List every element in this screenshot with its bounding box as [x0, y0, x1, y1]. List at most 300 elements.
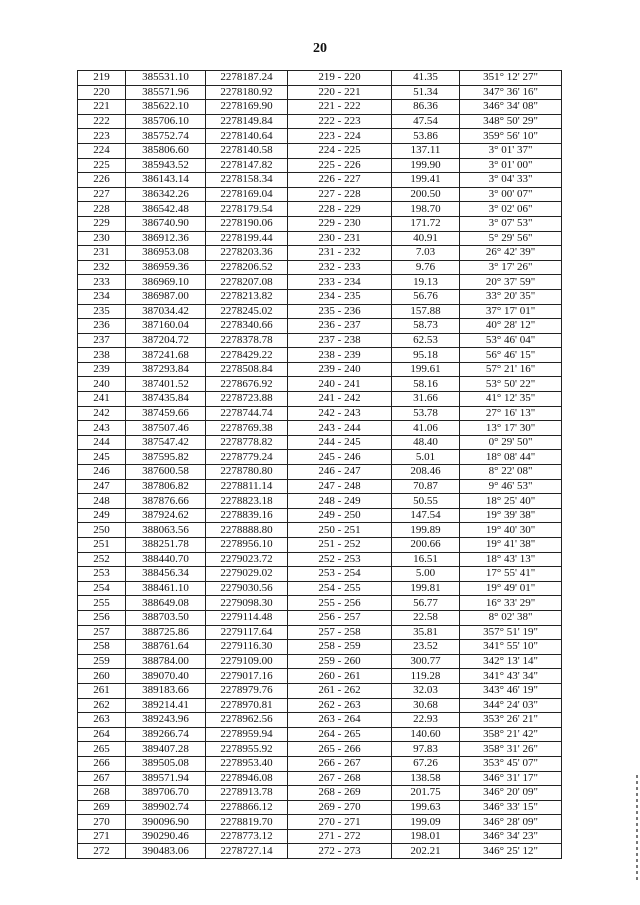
y-coordinate-cell: 2278169.90 [206, 100, 288, 115]
distance-cell: 95.18 [392, 348, 460, 363]
table-row [78, 173, 562, 188]
distance-cell: 157.88 [392, 304, 460, 319]
x-coordinate-cell: 386953.08 [126, 246, 206, 261]
point-number-cell: 226 [78, 173, 126, 188]
table-row [78, 246, 562, 261]
segment-cell: 226 - 227 [288, 173, 392, 188]
point-number-cell: 227 [78, 187, 126, 202]
x-coordinate-cell: 386969.10 [126, 275, 206, 290]
bearing-cell: 346° 25' 12" [460, 844, 562, 859]
distance-cell: 32.03 [392, 683, 460, 698]
segment-cell: 267 - 268 [288, 771, 392, 786]
point-number-cell: 247 [78, 479, 126, 494]
table-row [78, 362, 562, 377]
bearing-cell: 344° 24' 03" [460, 698, 562, 713]
point-number-cell: 271 [78, 829, 126, 844]
x-coordinate-cell: 388761.64 [126, 640, 206, 655]
point-number-cell: 244 [78, 435, 126, 450]
segment-cell: 238 - 239 [288, 348, 392, 363]
point-number-cell: 270 [78, 815, 126, 830]
distance-cell: 47.54 [392, 114, 460, 129]
coordinates-table-body [78, 71, 562, 859]
x-coordinate-cell: 387241.68 [126, 348, 206, 363]
distance-cell: 53.78 [392, 406, 460, 421]
y-coordinate-cell: 2278962.56 [206, 713, 288, 728]
x-coordinate-cell: 389243.96 [126, 713, 206, 728]
distance-cell: 22.58 [392, 610, 460, 625]
bearing-cell: 357° 51' 19" [460, 625, 562, 640]
table-row [78, 304, 562, 319]
bearing-cell: 341° 43' 34" [460, 669, 562, 684]
distance-cell: 30.68 [392, 698, 460, 713]
y-coordinate-cell: 2278913.78 [206, 786, 288, 801]
point-number-cell: 264 [78, 727, 126, 742]
point-number-cell: 272 [78, 844, 126, 859]
bearing-cell: 359° 56' 10" [460, 129, 562, 144]
x-coordinate-cell: 389902.74 [126, 800, 206, 815]
segment-cell: 256 - 257 [288, 610, 392, 625]
x-coordinate-cell: 389214.41 [126, 698, 206, 713]
x-coordinate-cell: 385571.96 [126, 85, 206, 100]
point-number-cell: 225 [78, 158, 126, 173]
distance-cell: 51.34 [392, 85, 460, 100]
point-number-cell: 231 [78, 246, 126, 261]
y-coordinate-cell: 2278866.12 [206, 800, 288, 815]
table-row [78, 567, 562, 582]
bearing-cell: 9° 46' 53" [460, 479, 562, 494]
bearing-cell: 341° 55' 10" [460, 640, 562, 655]
bearing-cell: 16° 33' 29" [460, 596, 562, 611]
table-row [78, 406, 562, 421]
table-row [78, 713, 562, 728]
distance-cell: 199.89 [392, 523, 460, 538]
segment-cell: 270 - 271 [288, 815, 392, 830]
x-coordinate-cell: 389407.28 [126, 742, 206, 757]
bearing-cell: 3° 07' 53" [460, 216, 562, 231]
table-row [78, 610, 562, 625]
y-coordinate-cell: 2278819.70 [206, 815, 288, 830]
y-coordinate-cell: 2279017.16 [206, 669, 288, 684]
table-row [78, 596, 562, 611]
distance-cell: 300.77 [392, 654, 460, 669]
point-number-cell: 243 [78, 421, 126, 436]
x-coordinate-cell: 387924.62 [126, 508, 206, 523]
y-coordinate-cell: 2278953.40 [206, 756, 288, 771]
y-coordinate-cell: 2278207.08 [206, 275, 288, 290]
distance-cell: 97.83 [392, 742, 460, 757]
segment-cell: 260 - 261 [288, 669, 392, 684]
table-row [78, 158, 562, 173]
x-coordinate-cell: 388784.00 [126, 654, 206, 669]
y-coordinate-cell: 2278147.82 [206, 158, 288, 173]
x-coordinate-cell: 387435.84 [126, 392, 206, 407]
distance-cell: 58.73 [392, 319, 460, 334]
point-number-cell: 259 [78, 654, 126, 669]
y-coordinate-cell: 2278780.80 [206, 465, 288, 480]
x-coordinate-cell: 387876.66 [126, 494, 206, 509]
point-number-cell: 223 [78, 129, 126, 144]
x-coordinate-cell: 389706.70 [126, 786, 206, 801]
table-row [78, 494, 562, 509]
bearing-cell: 346° 31' 17" [460, 771, 562, 786]
x-coordinate-cell: 385531.10 [126, 71, 206, 86]
distance-cell: 35.81 [392, 625, 460, 640]
x-coordinate-cell: 386959.36 [126, 260, 206, 275]
x-coordinate-cell: 386342.26 [126, 187, 206, 202]
segment-cell: 240 - 241 [288, 377, 392, 392]
distance-cell: 138.58 [392, 771, 460, 786]
segment-cell: 237 - 238 [288, 333, 392, 348]
table-row [78, 538, 562, 553]
segment-cell: 255 - 256 [288, 596, 392, 611]
table-row [78, 319, 562, 334]
table-row [78, 844, 562, 859]
segment-cell: 231 - 232 [288, 246, 392, 261]
distance-cell: 7.03 [392, 246, 460, 261]
distance-cell: 56.77 [392, 596, 460, 611]
segment-cell: 271 - 272 [288, 829, 392, 844]
y-coordinate-cell: 2278779.24 [206, 450, 288, 465]
table-row [78, 479, 562, 494]
segment-cell: 249 - 250 [288, 508, 392, 523]
segment-cell: 230 - 231 [288, 231, 392, 246]
bearing-cell: 18° 25' 40" [460, 494, 562, 509]
segment-cell: 223 - 224 [288, 129, 392, 144]
bearing-cell: 37° 17' 01" [460, 304, 562, 319]
table-row [78, 71, 562, 86]
segment-cell: 265 - 266 [288, 742, 392, 757]
bearing-cell: 347° 36' 16" [460, 85, 562, 100]
bearing-cell: 346° 34' 23" [460, 829, 562, 844]
bearing-cell: 3° 17' 26" [460, 260, 562, 275]
y-coordinate-cell: 2278158.34 [206, 173, 288, 188]
distance-cell: 137.11 [392, 143, 460, 158]
x-coordinate-cell: 387160.04 [126, 319, 206, 334]
distance-cell: 16.51 [392, 552, 460, 567]
bearing-cell: 26° 42' 39" [460, 246, 562, 261]
x-coordinate-cell: 386740.90 [126, 216, 206, 231]
table-row [78, 260, 562, 275]
point-number-cell: 254 [78, 581, 126, 596]
table-row [78, 581, 562, 596]
table-row [78, 640, 562, 655]
distance-cell: 41.06 [392, 421, 460, 436]
segment-cell: 250 - 251 [288, 523, 392, 538]
point-number-cell: 256 [78, 610, 126, 625]
x-coordinate-cell: 386912.36 [126, 231, 206, 246]
x-coordinate-cell: 389571.94 [126, 771, 206, 786]
x-coordinate-cell: 387034.42 [126, 304, 206, 319]
segment-cell: 219 - 220 [288, 71, 392, 86]
bearing-cell: 342° 13' 14" [460, 654, 562, 669]
y-coordinate-cell: 2278778.82 [206, 435, 288, 450]
table-row [78, 289, 562, 304]
table-row [78, 377, 562, 392]
point-number-cell: 262 [78, 698, 126, 713]
table-row [78, 727, 562, 742]
table-row [78, 129, 562, 144]
segment-cell: 232 - 233 [288, 260, 392, 275]
x-coordinate-cell: 387806.82 [126, 479, 206, 494]
distance-cell: 56.76 [392, 289, 460, 304]
point-number-cell: 268 [78, 786, 126, 801]
x-coordinate-cell: 388251.78 [126, 538, 206, 553]
point-number-cell: 251 [78, 538, 126, 553]
x-coordinate-cell: 390096.90 [126, 815, 206, 830]
distance-cell: 41.35 [392, 71, 460, 86]
table-row [78, 829, 562, 844]
point-number-cell: 220 [78, 85, 126, 100]
distance-cell: 200.50 [392, 187, 460, 202]
segment-cell: 244 - 245 [288, 435, 392, 450]
x-coordinate-cell: 387204.72 [126, 333, 206, 348]
table-row [78, 800, 562, 815]
point-number-cell: 224 [78, 143, 126, 158]
y-coordinate-cell: 2278203.36 [206, 246, 288, 261]
x-coordinate-cell: 387600.58 [126, 465, 206, 480]
bearing-cell: 3° 04' 33" [460, 173, 562, 188]
distance-cell: 208.46 [392, 465, 460, 480]
table-row [78, 669, 562, 684]
distance-cell: 119.28 [392, 669, 460, 684]
y-coordinate-cell: 2279117.64 [206, 625, 288, 640]
segment-cell: 222 - 223 [288, 114, 392, 129]
segment-cell: 259 - 260 [288, 654, 392, 669]
segment-cell: 266 - 267 [288, 756, 392, 771]
distance-cell: 50.55 [392, 494, 460, 509]
table-row [78, 786, 562, 801]
distance-cell: 140.60 [392, 727, 460, 742]
distance-cell: 147.54 [392, 508, 460, 523]
bearing-cell: 57° 21' 16" [460, 362, 562, 377]
distance-cell: 201.75 [392, 786, 460, 801]
table-row [78, 508, 562, 523]
segment-cell: 246 - 247 [288, 465, 392, 480]
point-number-cell: 234 [78, 289, 126, 304]
segment-cell: 242 - 243 [288, 406, 392, 421]
bearing-cell: 358° 21' 42" [460, 727, 562, 742]
table-row [78, 742, 562, 757]
table-row [78, 202, 562, 217]
table-row [78, 523, 562, 538]
bearing-cell: 348° 50' 29" [460, 114, 562, 129]
distance-cell: 19.13 [392, 275, 460, 290]
table-row [78, 333, 562, 348]
y-coordinate-cell: 2278169.04 [206, 187, 288, 202]
y-coordinate-cell: 2278723.88 [206, 392, 288, 407]
table-row [78, 552, 562, 567]
bearing-cell: 0° 29' 50" [460, 435, 562, 450]
segment-cell: 234 - 235 [288, 289, 392, 304]
y-coordinate-cell: 2278773.12 [206, 829, 288, 844]
distance-cell: 58.16 [392, 377, 460, 392]
segment-cell: 268 - 269 [288, 786, 392, 801]
y-coordinate-cell: 2278769.38 [206, 421, 288, 436]
bearing-cell: 346° 20' 09" [460, 786, 562, 801]
bearing-cell: 17° 55' 41" [460, 567, 562, 582]
x-coordinate-cell: 387507.46 [126, 421, 206, 436]
distance-cell: 171.72 [392, 216, 460, 231]
point-number-cell: 261 [78, 683, 126, 698]
table-row [78, 421, 562, 436]
segment-cell: 264 - 265 [288, 727, 392, 742]
x-coordinate-cell: 385752.74 [126, 129, 206, 144]
segment-cell: 251 - 252 [288, 538, 392, 553]
bearing-cell: 8° 02' 38" [460, 610, 562, 625]
bearing-cell: 19° 41' 38" [460, 538, 562, 553]
table-row [78, 815, 562, 830]
x-coordinate-cell: 387293.84 [126, 362, 206, 377]
table-row [78, 216, 562, 231]
table-row [78, 231, 562, 246]
bearing-cell: 353° 45' 07" [460, 756, 562, 771]
y-coordinate-cell: 2278340.66 [206, 319, 288, 334]
bearing-cell: 346° 34' 08" [460, 100, 562, 115]
table-row [78, 625, 562, 640]
y-coordinate-cell: 2279098.30 [206, 596, 288, 611]
distance-cell: 70.87 [392, 479, 460, 494]
distance-cell: 199.81 [392, 581, 460, 596]
distance-cell: 200.66 [392, 538, 460, 553]
y-coordinate-cell: 2278140.58 [206, 143, 288, 158]
y-coordinate-cell: 2278213.82 [206, 289, 288, 304]
segment-cell: 253 - 254 [288, 567, 392, 582]
distance-cell: 40.91 [392, 231, 460, 246]
point-number-cell: 267 [78, 771, 126, 786]
point-number-cell: 232 [78, 260, 126, 275]
y-coordinate-cell: 2278823.18 [206, 494, 288, 509]
table-row [78, 392, 562, 407]
y-coordinate-cell: 2278179.54 [206, 202, 288, 217]
point-number-cell: 241 [78, 392, 126, 407]
x-coordinate-cell: 389183.66 [126, 683, 206, 698]
y-coordinate-cell: 2279114.48 [206, 610, 288, 625]
y-coordinate-cell: 2278180.92 [206, 85, 288, 100]
point-number-cell: 248 [78, 494, 126, 509]
y-coordinate-cell: 2278676.92 [206, 377, 288, 392]
y-coordinate-cell: 2278206.52 [206, 260, 288, 275]
bearing-cell: 353° 26' 21" [460, 713, 562, 728]
bearing-cell: 13° 17' 30" [460, 421, 562, 436]
y-coordinate-cell: 2278378.78 [206, 333, 288, 348]
segment-cell: 261 - 262 [288, 683, 392, 698]
segment-cell: 221 - 222 [288, 100, 392, 115]
table-row [78, 756, 562, 771]
table-row [78, 187, 562, 202]
y-coordinate-cell: 2279023.72 [206, 552, 288, 567]
bearing-cell: 53° 46' 04" [460, 333, 562, 348]
point-number-cell: 260 [78, 669, 126, 684]
bearing-cell: 27° 16' 13" [460, 406, 562, 421]
segment-cell: 241 - 242 [288, 392, 392, 407]
x-coordinate-cell: 390290.46 [126, 829, 206, 844]
segment-cell: 235 - 236 [288, 304, 392, 319]
bearing-cell: 5° 29' 56" [460, 231, 562, 246]
bearing-cell: 8° 22' 08" [460, 465, 562, 480]
segment-cell: 272 - 273 [288, 844, 392, 859]
segment-cell: 262 - 263 [288, 698, 392, 713]
coordinates-table [77, 70, 562, 859]
distance-cell: 5.01 [392, 450, 460, 465]
bearing-cell: 3° 01' 37" [460, 143, 562, 158]
bearing-cell: 53° 50' 22" [460, 377, 562, 392]
x-coordinate-cell: 388649.08 [126, 596, 206, 611]
distance-cell: 86.36 [392, 100, 460, 115]
bearing-cell: 19° 40' 30" [460, 523, 562, 538]
x-coordinate-cell: 386542.48 [126, 202, 206, 217]
bearing-cell: 346° 28' 09" [460, 815, 562, 830]
table-row [78, 100, 562, 115]
y-coordinate-cell: 2278508.84 [206, 362, 288, 377]
point-number-cell: 240 [78, 377, 126, 392]
segment-cell: 224 - 225 [288, 143, 392, 158]
distance-cell: 5.00 [392, 567, 460, 582]
x-coordinate-cell: 390483.06 [126, 844, 206, 859]
y-coordinate-cell: 2279109.00 [206, 654, 288, 669]
table-row [78, 348, 562, 363]
point-number-cell: 237 [78, 333, 126, 348]
y-coordinate-cell: 2278970.81 [206, 698, 288, 713]
bearing-cell: 41° 12' 35" [460, 392, 562, 407]
x-coordinate-cell: 385943.52 [126, 158, 206, 173]
point-number-cell: 245 [78, 450, 126, 465]
segment-cell: 269 - 270 [288, 800, 392, 815]
table-row [78, 450, 562, 465]
point-number-cell: 269 [78, 800, 126, 815]
bearing-cell: 343° 46' 19" [460, 683, 562, 698]
table-row [78, 275, 562, 290]
y-coordinate-cell: 2278727.14 [206, 844, 288, 859]
segment-cell: 236 - 237 [288, 319, 392, 334]
point-number-cell: 255 [78, 596, 126, 611]
point-number-cell: 239 [78, 362, 126, 377]
distance-cell: 199.09 [392, 815, 460, 830]
y-coordinate-cell: 2279030.56 [206, 581, 288, 596]
y-coordinate-cell: 2279116.30 [206, 640, 288, 655]
y-coordinate-cell: 2278956.10 [206, 538, 288, 553]
y-coordinate-cell: 2278744.74 [206, 406, 288, 421]
y-coordinate-cell: 2278839.16 [206, 508, 288, 523]
table-row [78, 654, 562, 669]
segment-cell: 233 - 234 [288, 275, 392, 290]
table-row [78, 698, 562, 713]
point-number-cell: 236 [78, 319, 126, 334]
y-coordinate-cell: 2278140.64 [206, 129, 288, 144]
point-number-cell: 253 [78, 567, 126, 582]
segment-cell: 247 - 248 [288, 479, 392, 494]
x-coordinate-cell: 388725.86 [126, 625, 206, 640]
table-row [78, 114, 562, 129]
segment-cell: 257 - 258 [288, 625, 392, 640]
y-coordinate-cell: 2278199.44 [206, 231, 288, 246]
point-number-cell: 257 [78, 625, 126, 640]
bearing-cell: 346° 33' 15" [460, 800, 562, 815]
distance-cell: 62.53 [392, 333, 460, 348]
table-row [78, 435, 562, 450]
segment-cell: 252 - 253 [288, 552, 392, 567]
y-coordinate-cell: 2278811.14 [206, 479, 288, 494]
bearing-cell: 40° 28' 12" [460, 319, 562, 334]
point-number-cell: 221 [78, 100, 126, 115]
segment-cell: 248 - 249 [288, 494, 392, 509]
point-number-cell: 258 [78, 640, 126, 655]
point-number-cell: 233 [78, 275, 126, 290]
bearing-cell: 351° 12' 27" [460, 71, 562, 86]
point-number-cell: 265 [78, 742, 126, 757]
bearing-cell: 19° 39' 38" [460, 508, 562, 523]
segment-cell: 239 - 240 [288, 362, 392, 377]
distance-cell: 198.70 [392, 202, 460, 217]
